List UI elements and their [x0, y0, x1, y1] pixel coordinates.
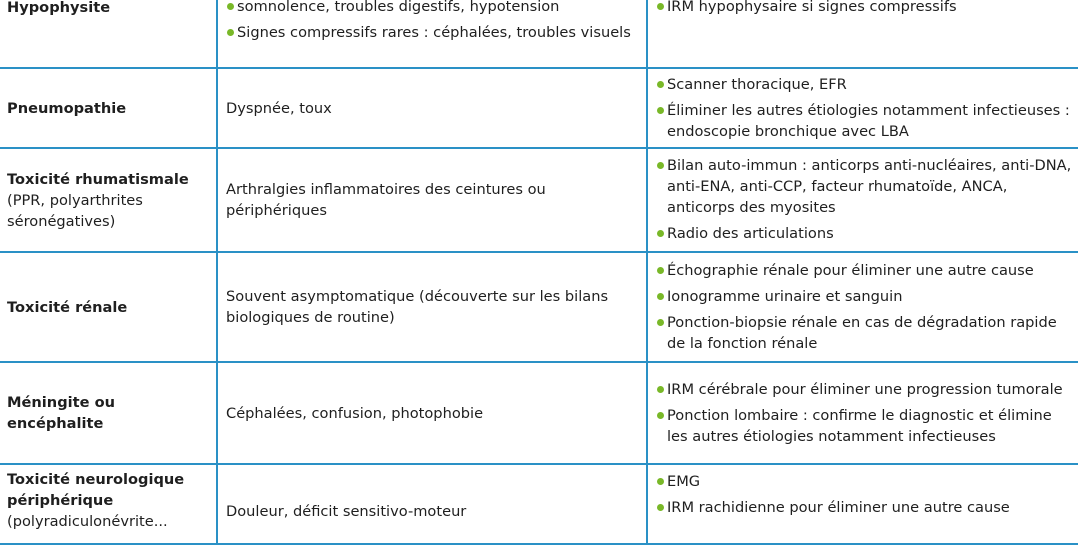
list-item: Bilan auto-immun : anticorps anti-nucléaires, anti-DNA, anti-ENA, anti-CCP, facteur rhumatoïde, ANCA, anticorps des myosites: [656, 155, 1072, 218]
toxicity-subtitle: (polyradiculonévrite...: [7, 513, 168, 530]
list-item: EMG: [656, 471, 1072, 492]
list-item: IRM rachidienne pour éliminer une autre cause: [656, 497, 1072, 518]
toxicity-name-cell: [0, 68, 217, 148]
symptoms-text: Arthralgies inflammatoires des ceintures ou périphériques: [226, 181, 546, 219]
symptoms-text: Céphalées, confusion, photophobie: [226, 404, 484, 422]
table-row: [0, 68, 1078, 148]
list-item: Signes compressifs rares : céphalées, troubles visuels: [226, 22, 638, 43]
list-item: Éliminer les autres étiologies notamment infectieuses : endoscopie bronchique avec LBA: [656, 100, 1072, 142]
symptoms-cell: [217, 68, 647, 148]
table-row: [0, 464, 1078, 544]
list-item: IRM hypophysaire si signes compressifs: [656, 0, 1072, 17]
table-row: [0, 148, 1078, 252]
toxicity-name-cell: [0, 148, 217, 252]
exams-cell: [647, 0, 1078, 68]
symptoms-cell: [217, 148, 647, 252]
table-row: [0, 362, 1078, 464]
toxicity-subtitle: (PPR, polyarthrites séronégatives): [7, 191, 143, 230]
exam-list: [656, 74, 1072, 142]
exams-cell: [647, 148, 1078, 252]
list-item: Échographie rénale pour éliminer une autre cause: [656, 260, 1072, 281]
exams-cell: [647, 362, 1078, 464]
toxicity-name-cell: [0, 0, 217, 68]
toxicity-name-cell: [0, 464, 217, 544]
table-row: [0, 0, 1078, 68]
list-item: Scanner thoracique, EFR: [656, 74, 1072, 95]
table-row: [0, 252, 1078, 362]
symptoms-text: Dyspnée, toux: [226, 99, 332, 117]
symptoms-cell: [217, 252, 647, 362]
toxicity-name: Toxicité rénale: [7, 298, 128, 316]
list-item: Ponction lombaire : confirme le diagnostic et élimine les autres étiologies notamment infectieuses: [656, 405, 1072, 447]
exam-list: [656, 379, 1072, 447]
symptoms-cell: [217, 0, 647, 68]
exam-list: [656, 155, 1072, 244]
list-item: somnolence, troubles digestifs, hypotension: [226, 0, 638, 17]
exams-cell: [647, 252, 1078, 362]
symptoms-text: Douleur, déficit sensitivo-moteur: [226, 503, 467, 520]
symptoms-cell: [217, 464, 647, 544]
toxicity-name: Méningite ou encéphalite: [7, 394, 116, 432]
exams-cell: [647, 68, 1078, 148]
exam-list: [656, 471, 1072, 518]
exam-list: [656, 260, 1072, 354]
exams-cell: [647, 464, 1078, 544]
toxicity-name-cell: [0, 252, 217, 362]
symptoms-text: Souvent asymptomatique (découverte sur les bilans biologiques de routine): [226, 288, 609, 326]
list-item: Radio des articulations: [656, 223, 1072, 244]
toxicity-name: Toxicité neurologique périphérique: [7, 471, 185, 509]
symptom-list: [226, 0, 638, 43]
list-item: Ponction-biopsie rénale en cas de dégradation rapide de la fonction rénale: [656, 312, 1072, 354]
toxicity-name-cell: [0, 362, 217, 464]
list-item: IRM cérébrale pour éliminer une progression tumorale: [656, 379, 1072, 400]
list-item: Ionogramme urinaire et sanguin: [656, 286, 1072, 307]
toxicity-name: Pneumopathie: [7, 99, 127, 117]
toxicity-name: Toxicité rhumatismale: [7, 170, 189, 188]
exam-list: [656, 0, 1072, 17]
symptoms-cell: [217, 362, 647, 464]
toxicity-name: Hypophysite: [7, 0, 111, 16]
